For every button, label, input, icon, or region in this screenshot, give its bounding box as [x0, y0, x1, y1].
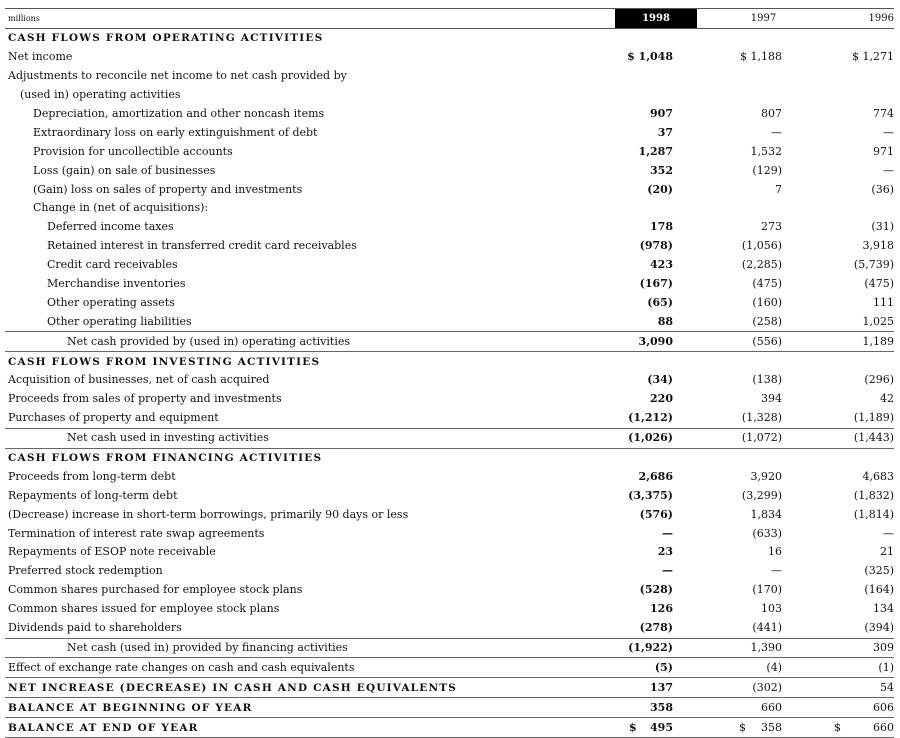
- currency-symbol: $: [739, 720, 746, 734]
- table-row: [5, 390, 894, 409]
- table-row: [5, 123, 894, 142]
- cell-value: (1,056): [741, 239, 782, 253]
- row-label: Dividends paid to shareholders: [5, 619, 615, 638]
- value-1997: [697, 543, 800, 562]
- value-1997: [697, 448, 800, 467]
- row-label: Net cash provided by (used in) operating activities: [5, 332, 615, 352]
- cell-value: 1,189: [862, 334, 894, 348]
- cell-value: 4,683: [862, 469, 894, 483]
- value-1998: [615, 48, 697, 67]
- value-1997: [697, 467, 800, 486]
- value-1997: [697, 312, 800, 331]
- currency-symbol: $: [834, 720, 841, 734]
- value-1997: [697, 293, 800, 312]
- table-row: [5, 218, 894, 237]
- table-row: [5, 161, 894, 180]
- units-text: millions: [8, 13, 40, 23]
- value-1997: [697, 428, 800, 448]
- table-row: [5, 48, 894, 67]
- value-1998: [615, 486, 697, 505]
- cell-value: 2,686: [638, 469, 673, 483]
- cell-value: —: [883, 125, 894, 139]
- cell-value: (65): [647, 295, 673, 309]
- cell-value: 273: [761, 220, 782, 234]
- row-label: Deferred income taxes: [47, 220, 174, 234]
- table-row: [5, 562, 894, 581]
- cell-value: (129): [752, 163, 782, 177]
- cell-value: 495: [650, 720, 673, 734]
- cell-value: $ 1,188: [740, 50, 782, 64]
- value-1996: [800, 86, 894, 105]
- section-row: [5, 448, 894, 467]
- value-1998: [615, 619, 697, 638]
- row-label: Purchases of property and equipment: [5, 409, 615, 428]
- value-1996: [800, 161, 894, 180]
- value-1998: [615, 237, 697, 256]
- row-label: Retained interest in transferred credit card receivables: [47, 239, 357, 253]
- value-1998: [615, 658, 697, 678]
- value-1996: [800, 48, 894, 67]
- value-1997: [697, 524, 800, 543]
- cell-value: (3,375): [628, 488, 673, 502]
- row-label: Proceeds from long-term debt: [8, 469, 176, 483]
- cell-value: 3,920: [750, 469, 782, 483]
- row-label: Termination of interest rate swap agreements: [8, 526, 265, 540]
- year-1997-header: 1997: [697, 9, 800, 29]
- value-1997: [697, 371, 800, 390]
- cell-value: $ 1,271: [852, 50, 894, 64]
- value-1998: [615, 467, 697, 486]
- cell-value: (576): [639, 507, 673, 521]
- table-row: [5, 524, 894, 543]
- value-1998: [615, 29, 697, 48]
- value-1997: [697, 619, 800, 638]
- cell-value: 1,025: [862, 314, 894, 328]
- currency-symbol: $: [629, 720, 637, 734]
- table-row: [5, 199, 894, 218]
- table-row: [5, 658, 894, 678]
- value-1996: [800, 371, 894, 390]
- cell-value: —: [771, 125, 782, 139]
- value-1996: [800, 123, 894, 142]
- value-1996: [800, 29, 894, 48]
- subtotal-row: [5, 428, 894, 448]
- value-1998: [615, 123, 697, 142]
- cell-value: —: [662, 526, 673, 540]
- value-1998: [615, 543, 697, 562]
- cell-value: 971: [873, 144, 894, 158]
- cell-value: (556): [752, 334, 782, 348]
- value-1998: [615, 180, 697, 199]
- cash-flow-statement: [5, 8, 894, 738]
- value-1996: [800, 67, 894, 86]
- table-row: [5, 105, 894, 124]
- section-row: [5, 29, 894, 48]
- cell-value: 358: [761, 720, 782, 734]
- value-1996: [800, 199, 894, 218]
- row-label: CASH FLOWS FROM OPERATING ACTIVITIES: [8, 32, 324, 45]
- cell-value: 178: [650, 220, 673, 234]
- cell-value: (4): [766, 660, 782, 674]
- cell-value: (1,072): [741, 431, 782, 445]
- value-1996: [800, 332, 894, 352]
- value-1997: [697, 275, 800, 294]
- table-row: [5, 581, 894, 600]
- value-1996: [800, 678, 894, 698]
- value-1997: [697, 352, 800, 371]
- value-1998: [615, 142, 697, 161]
- value-1997: [697, 161, 800, 180]
- value-1998: [615, 638, 697, 658]
- table-row: [5, 180, 894, 199]
- row-label: Common shares purchased for employee stock plans: [8, 583, 303, 597]
- cell-value: 1,834: [750, 507, 782, 521]
- cell-value: 21: [880, 545, 894, 559]
- cell-value: 660: [761, 700, 782, 714]
- row-label: (Gain) loss on sales of property and investments: [33, 182, 303, 196]
- cell-value: 7: [775, 182, 782, 196]
- cell-value: (20): [647, 182, 673, 196]
- cell-value: (2,285): [741, 258, 782, 272]
- row-label: Effect of exchange rate changes on cash and cash equivalents: [5, 658, 615, 678]
- value-1996: [800, 352, 894, 371]
- row-label: Extraordinary loss on early extinguishment of debt: [33, 125, 318, 139]
- cell-value: (1,814): [853, 507, 894, 521]
- value-1998: [615, 293, 697, 312]
- cell-value: 1,287: [638, 144, 673, 158]
- table-row: [5, 505, 894, 524]
- row-label: BALANCE AT BEGINNING OF YEAR: [5, 698, 615, 718]
- value-1996: [800, 390, 894, 409]
- table-row: [5, 293, 894, 312]
- value-1997: [697, 409, 800, 428]
- cell-value: —: [883, 526, 894, 540]
- row-label: Acquisition of businesses, net of cash acquired: [8, 373, 270, 387]
- value-1996: [800, 562, 894, 581]
- cell-value: 358: [650, 700, 673, 714]
- cell-value: (296): [864, 373, 894, 387]
- cell-value: (1,832): [853, 488, 894, 502]
- value-1996: [800, 275, 894, 294]
- cell-value: 23: [657, 545, 673, 559]
- table-row: [5, 256, 894, 275]
- cell-value: (36): [871, 182, 894, 196]
- cell-value: (528): [639, 583, 673, 597]
- row-label: (Decrease) increase in short-term borrowings, primarily 90 days or less: [8, 507, 409, 521]
- cell-value: 394: [761, 392, 782, 406]
- row-label: BALANCE AT END OF YEAR: [5, 718, 615, 738]
- value-1996: [800, 448, 894, 467]
- value-1996: [800, 237, 894, 256]
- value-1996: [800, 524, 894, 543]
- value-1998: [615, 678, 697, 698]
- value-1996: [800, 638, 894, 658]
- row-label: Adjustments to reconcile net income to net cash provided by: [8, 69, 347, 83]
- cell-value: (978): [639, 239, 673, 253]
- value-1996: [800, 543, 894, 562]
- value-1997: [697, 142, 800, 161]
- cell-value: (1,026): [628, 431, 673, 445]
- value-1997: [697, 123, 800, 142]
- cell-value: (1,189): [853, 411, 894, 425]
- cell-value: 3,090: [638, 334, 673, 348]
- cell-value: 134: [873, 602, 894, 616]
- cell-value: (258): [752, 314, 782, 328]
- value-1998: [615, 67, 697, 86]
- table-row: [5, 86, 894, 105]
- cell-value: (394): [864, 621, 894, 635]
- table-row: [5, 467, 894, 486]
- value-1996: [800, 467, 894, 486]
- table-row: [5, 409, 894, 428]
- value-1998: [615, 332, 697, 352]
- value-1997: [697, 638, 800, 658]
- row-label: Merchandise inventories: [47, 277, 186, 291]
- value-1997: [697, 218, 800, 237]
- value-1997: [697, 180, 800, 199]
- value-1998: [615, 256, 697, 275]
- cell-value: (1): [878, 660, 894, 674]
- cell-value: (170): [752, 583, 782, 597]
- value-1997: [697, 237, 800, 256]
- cell-value: (164): [864, 583, 894, 597]
- value-1997: [697, 390, 800, 409]
- value-1998: [615, 390, 697, 409]
- value-1998: [615, 86, 697, 105]
- row-label: Change in (net of acquisitions):: [33, 201, 209, 215]
- year-1998-header: 1998: [615, 9, 697, 29]
- units-label: [5, 9, 615, 29]
- value-1996: [800, 409, 894, 428]
- cell-value: —: [883, 163, 894, 177]
- cell-value: 111: [873, 295, 894, 309]
- cell-value: 907: [650, 107, 673, 120]
- row-label: Preferred stock redemption: [8, 564, 163, 578]
- value-1997: [697, 199, 800, 218]
- value-1997: [697, 86, 800, 105]
- table-row: [5, 312, 894, 331]
- row-label: NET INCREASE (DECREASE) IN CASH AND CASH EQUIVALENTS: [5, 678, 615, 698]
- section-row: [5, 352, 894, 371]
- value-1997: [697, 48, 800, 67]
- cell-value: 423: [650, 258, 673, 272]
- value-1998: [615, 371, 697, 390]
- value-1997: [697, 658, 800, 678]
- value-1996: [800, 505, 894, 524]
- value-1998: [615, 718, 697, 738]
- row-label: CASH FLOWS FROM INVESTING ACTIVITIES: [8, 355, 321, 368]
- cell-value: 220: [650, 392, 673, 406]
- value-1997: [697, 562, 800, 581]
- value-1998: [615, 581, 697, 600]
- row-label: CASH FLOWS FROM FINANCING ACTIVITIES: [8, 452, 323, 465]
- row-label: Net cash used in investing activities: [5, 428, 615, 448]
- value-1997: [697, 698, 800, 718]
- value-1997: [697, 105, 800, 124]
- value-1998: [615, 409, 697, 428]
- value-1998: [615, 524, 697, 543]
- cell-value: $ 1,048: [627, 50, 673, 64]
- cell-value: (325): [864, 564, 894, 578]
- cell-value: (167): [639, 277, 673, 291]
- value-1997: [697, 581, 800, 600]
- subtotal-row: [5, 638, 894, 658]
- cell-value: (1,212): [628, 411, 673, 425]
- cell-value: (475): [864, 277, 894, 291]
- cell-value: 1,390: [750, 640, 782, 654]
- value-1996: [800, 142, 894, 161]
- table-row: [5, 275, 894, 294]
- row-label: Repayments of long-term debt: [8, 488, 178, 502]
- value-1996: [800, 312, 894, 331]
- value-1996: [800, 486, 894, 505]
- value-1998: [615, 105, 697, 124]
- section-row: [5, 718, 894, 738]
- table-row: [5, 600, 894, 619]
- table-row: [5, 67, 894, 86]
- section-row: [5, 678, 894, 698]
- cell-value: (633): [752, 526, 782, 540]
- cell-value: 16: [768, 545, 782, 559]
- value-1996: [800, 619, 894, 638]
- value-1998: [615, 448, 697, 467]
- value-1998: [615, 218, 697, 237]
- cell-value: (278): [639, 621, 673, 635]
- cell-value: (5,739): [853, 258, 894, 272]
- section-row: [5, 698, 894, 718]
- table-row: [5, 142, 894, 161]
- cell-value: (31): [871, 220, 894, 234]
- value-1997: [697, 67, 800, 86]
- table-row: [5, 371, 894, 390]
- cell-value: (34): [647, 373, 673, 387]
- cell-value: 774: [873, 107, 894, 120]
- value-1998: [615, 352, 697, 371]
- value-1997: [697, 332, 800, 352]
- cell-value: 3,918: [862, 239, 894, 253]
- value-1996: [800, 180, 894, 199]
- row-label: Proceeds from sales of property and investments: [8, 392, 282, 406]
- value-1997: [697, 486, 800, 505]
- value-1998: [615, 275, 697, 294]
- cell-value: 126: [650, 602, 673, 616]
- cell-value: 606: [873, 700, 894, 714]
- cell-value: (302): [752, 680, 782, 694]
- row-label: Provision for uncollectible accounts: [33, 144, 233, 158]
- value-1998: [615, 428, 697, 448]
- cell-value: —: [662, 564, 673, 578]
- subtotal-row: [5, 332, 894, 352]
- value-1996: [800, 581, 894, 600]
- value-1997: [697, 505, 800, 524]
- value-1997: [697, 718, 800, 738]
- value-1998: [615, 312, 697, 331]
- value-1996: [800, 718, 894, 738]
- row-label: Common shares issued for employee stock plans: [8, 602, 280, 616]
- value-1998: [615, 161, 697, 180]
- table-row: [5, 486, 894, 505]
- cell-value: (3,299): [741, 488, 782, 502]
- cell-value: 1,532: [750, 144, 782, 158]
- value-1998: [615, 199, 697, 218]
- cell-value: (1,922): [628, 640, 673, 654]
- cell-value: 37: [657, 125, 673, 139]
- value-1998: [615, 698, 697, 718]
- cell-value: 137: [650, 680, 673, 694]
- cell-value: 103: [761, 602, 782, 616]
- cell-value: 309: [873, 640, 894, 654]
- value-1997: [697, 600, 800, 619]
- value-1996: [800, 698, 894, 718]
- cell-value: 42: [880, 392, 894, 406]
- year-1996-header: 1996: [800, 9, 894, 29]
- row-label: Depreciation, amortization and other noncash items: [33, 107, 325, 120]
- table-row: [5, 543, 894, 562]
- value-1996: [800, 256, 894, 275]
- cell-value: 660: [873, 720, 894, 734]
- cell-value: (5): [654, 660, 673, 674]
- cell-value: (160): [752, 295, 782, 309]
- cell-value: (1,328): [741, 411, 782, 425]
- cell-value: 54: [880, 680, 894, 694]
- cell-value: (138): [752, 373, 782, 387]
- value-1996: [800, 293, 894, 312]
- cell-value: 352: [650, 163, 673, 177]
- value-1997: [697, 678, 800, 698]
- value-1997: [697, 256, 800, 275]
- value-1996: [800, 218, 894, 237]
- row-label: Repayments of ESOP note receivable: [8, 545, 216, 559]
- row-label: Net income: [8, 50, 73, 64]
- table-row: [5, 237, 894, 256]
- cell-value: (441): [752, 621, 782, 635]
- row-label: Credit card receivables: [47, 258, 178, 272]
- value-1996: [800, 105, 894, 124]
- value-1996: [800, 428, 894, 448]
- row-label: Net cash (used in) provided by financing activities: [5, 638, 615, 658]
- table-row: [5, 619, 894, 638]
- row-label: Loss (gain) on sale of businesses: [33, 163, 216, 177]
- cell-value: (475): [752, 277, 782, 291]
- value-1998: [615, 562, 697, 581]
- value-1998: [615, 505, 697, 524]
- row-label: Other operating assets: [47, 295, 175, 309]
- cell-value: (1,443): [853, 431, 894, 445]
- row-label: (used in) operating activities: [20, 88, 181, 102]
- value-1997: [697, 29, 800, 48]
- cell-value: 807: [761, 107, 782, 120]
- year-header-row: [5, 9, 894, 29]
- value-1996: [800, 600, 894, 619]
- value-1998: [615, 600, 697, 619]
- cell-value: 88: [657, 314, 673, 328]
- value-1996: [800, 658, 894, 678]
- row-label: Other operating liabilities: [5, 312, 615, 331]
- cell-value: —: [771, 564, 782, 578]
